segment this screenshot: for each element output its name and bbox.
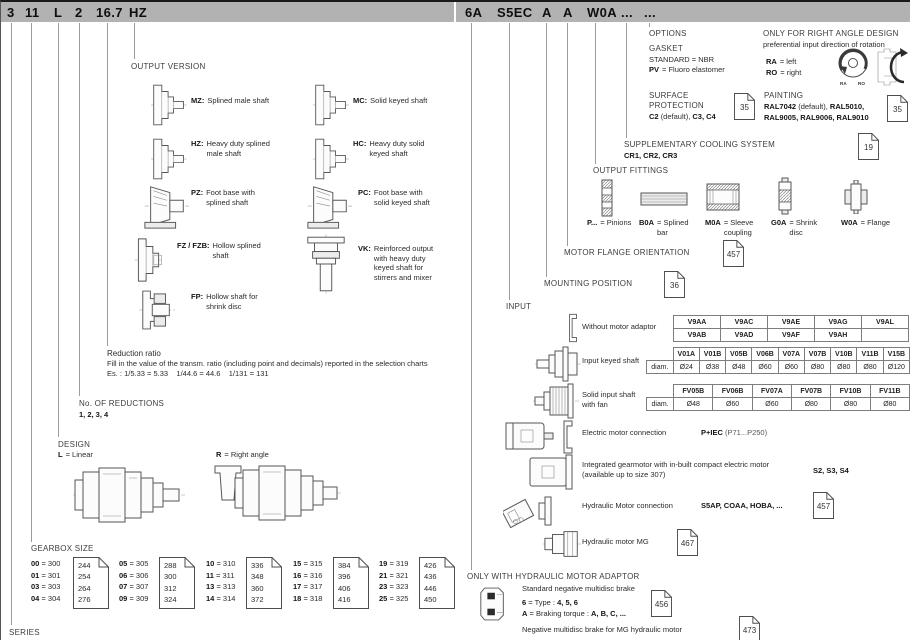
fitting-label: G0A = Shrink disc [771,218,818,237]
input-keyed-shaft-icon [535,345,581,383]
keyed-shaft-table: V01A V01B V05B V06B V07A V07B V10B V11B V15B diam. Ø24 Ø38 Ø48 Ø60 Ø60 Ø80 Ø80 Ø80 Ø120 [646,347,910,374]
reductions-title: No. OF REDUCTIONS [79,399,165,408]
reduction-ratio-title: Reduction ratio [107,349,161,358]
line-mounting [546,23,547,277]
output-version-item: FP: Hollow shaft for shrink disc [191,292,258,311]
gearbox-size-group: 19 = 319 21 = 321 23 = 323 25 = 325 [379,559,409,603]
input-title: INPUT [506,302,532,311]
fan-shaft-label-2: with fan [582,400,608,409]
fitting-label: B0A = Splined bar [639,218,689,237]
painting-line1: RAL7042 (default), RAL5010, [764,102,865,111]
page-ref-badge: 36 [664,271,685,298]
right-angle-gearbox-icon [209,462,341,524]
hydraulic-motor-value: S5AP, COAA, HOBA, ... [701,501,783,510]
right-angle-ra: RA = left [766,57,797,66]
fitting-label: M0A = Sleeve coupling [705,218,754,237]
output-version-item: PZ: Foot base with splined shaft [191,188,255,207]
line-cooling [626,23,627,138]
line-options [649,23,650,27]
mg-motor-label: Hydraulic motor MG [582,537,649,546]
hydraulic-motor-icon [503,491,559,529]
page-ref-badge: 35 [734,93,755,120]
brake-type-line: 6 = Type : 4, 5, 6 [522,598,578,607]
page-ref-badge: 456 [651,590,672,617]
code-output-version: HZ [129,5,148,20]
adaptor-flange-icon [567,312,579,344]
page-ref-badge: 426 436 446 450 [419,557,455,609]
integrated-value: S2, S3, S4 [813,466,849,475]
line-input [509,23,510,300]
cooling-values: CR1, CR2, CR3 [624,151,678,160]
gearbox-size-group: 10 = 310 11 = 311 13 = 313 14 = 314 [206,559,236,603]
multidisc-brake-icon [478,584,508,624]
output-version-item: HZ: Heavy duty splined male shaft [191,139,270,158]
mz-shaft-icon [151,80,187,130]
page-ref-badge: 384 396 406 416 [333,557,369,609]
painting-title: PAINTING [764,91,804,100]
output-version-item: FZ / FZB: Hollow splined shaft [177,241,261,260]
electric-motor-value: P+IEC (P71...P250) [701,428,768,437]
page-ref-badge: 467 [677,529,698,556]
code-output-fitting: W0A [587,5,618,20]
code-options: ... [644,5,657,20]
without-adaptor-label: Without motor adaptor [582,322,657,331]
design-linear-label: L = Linear [58,450,93,459]
gearbox-size-group: 15 = 315 16 = 316 17 = 317 18 = 318 [293,559,323,603]
page-ref-badge: 288 300 312 324 [159,557,195,609]
output-version-item: MC: Solid keyed shaft [353,96,428,105]
series-title: SERIES [9,628,40,637]
motor-flange-title: MOTOR FLANGE ORIENTATION [564,248,690,257]
integrated-gearmotor-icon [527,454,579,490]
code-size: 11 [25,5,40,20]
svg-text:RO: RO [858,81,865,86]
integrated-label-2: (available up to size 307) [582,470,666,479]
fitting-label: P... = Pinions [587,218,632,227]
line-output-version [134,23,135,59]
keyed-shaft-label: Input keyed shaft [582,356,640,365]
hyd-adaptor-title: ONLY WITH HYDRAULIC MOTOR ADAPTOR [467,572,640,581]
line-hyd-adaptor [471,23,472,570]
hz-shaft-icon [151,134,187,184]
code-mounting: A [542,5,552,20]
brake-title: Standard negative multidisc brake [522,584,635,593]
flange-icon [842,180,870,214]
motor-flange-bracket-icon [561,419,575,455]
output-version-item: PC: Foot base with solid keyed shaft [358,188,430,207]
page-ref-badge: 244 254 264 276 [73,557,109,609]
mc-shaft-icon [313,80,349,130]
fan-shaft-label-1: Solid input shaft [582,390,636,399]
sleeve-coupling-icon [705,182,741,212]
painting-line2: RAL9005, RAL9006, RAL9010 [764,113,869,122]
surface-protection-values: C2 (default), C3, C4 [649,112,716,121]
order-code-bar-left [1,2,454,22]
reduction-ratio-line1: Fill in the value of the transm. ratio (including point and decimals) reported in the selection charts [107,359,428,368]
mounting-title: MOUNTING POSITION [544,279,633,288]
linear-gearbox-icon [73,464,185,526]
fp-shrink-icon [139,286,175,334]
page-ref-badge: 457 [723,240,744,267]
gasket-title: GASKET [649,44,683,53]
design-right-angle-label: R = Right angle [216,450,269,459]
mg-motor-icon [543,528,583,560]
surface-protection-title-2: PROTECTION [649,101,704,110]
splined-bar-icon [639,190,689,208]
svg-text:RA: RA [840,81,847,86]
gearbox-size-group: 05 = 305 06 = 306 07 = 307 09 = 309 [119,559,149,603]
design-title: DESIGN [58,440,91,449]
electric-motor-icon [503,418,557,454]
gearbox-size-title: GEARBOX SIZE [31,544,94,553]
line-gearbox-size [31,23,32,542]
without-adaptor-table: V9AA V9AC V9AE V9AG V9AL V9AB V9AD V9AF V9AH [673,315,909,342]
shrink-disc-icon [774,176,796,216]
fz-hollow-icon [134,235,164,285]
pc-foot-icon [304,183,354,231]
right-angle-subtitle: preferential input direction of rotation [763,40,885,49]
output-fittings-title: OUTPUT FITTINGS [593,166,669,175]
page-ref-badge: 336 348 360 372 [246,557,282,609]
gearbox-size-group: 00 = 300 01 = 301 03 = 303 04 = 304 [31,559,61,603]
code-flange-orientation: A [563,5,573,20]
rotation-dial-icon [834,46,874,88]
line-output-fittings [595,23,596,164]
code-adaptor: 6A [465,5,483,20]
code-input: S5EC [497,5,533,20]
hc-shaft-icon [313,134,349,184]
code-series: 3 [7,5,15,20]
gasket-pv: PV = Fluoro elastomer [649,65,725,74]
code-ratio: 16.7 [96,5,123,20]
fan-shaft-table: FV05B FV06B FV07A FV07B FV10B FV11B diam. Ø48 Ø60 Ø60 Ø80 Ø80 Ø80 [646,384,910,411]
reductions-values: 1, 2, 3, 4 [79,410,109,419]
right-angle-title: ONLY FOR RIGHT ANGLE DESIGN [763,29,899,38]
output-version-title: OUTPUT VERSION [131,62,206,71]
output-version-item: MZ: Splined male shaft [191,96,270,105]
page-ref-badge: 35 [887,95,908,122]
page-ref-badge: 19 [858,133,879,160]
solid-shaft-fan-icon [533,382,581,420]
pinion-icon [599,178,615,218]
gasket-standard: STANDARD = NBR [649,55,715,64]
code-cooling: ... [621,5,634,20]
surface-protection-title-1: SURFACE [649,91,689,100]
right-angle-ro: RO = right [766,68,802,77]
code-reductions: 2 [75,5,83,20]
reduction-ratio-examples: Es. : 1/5.33 = 5.33 1/44.6 = 44.6 1/131 = 131 [107,369,269,378]
rotation-gear-icon [874,44,910,90]
output-version-item: HC: Heavy duty solid keyed shaft [353,139,425,158]
cooling-title: SUPPLEMENTARY COOLING SYSTEM [624,140,776,149]
line-flange-orientation [567,23,568,246]
line-series [11,23,12,625]
page-ref-badge: 473 [739,616,760,640]
vk-vertical-icon [304,232,348,296]
pz-foot-icon [141,183,191,231]
line-design [58,23,59,437]
output-version-item: VK: Reinforced output with heavy duty keyed shaft for stirrers and mixer [358,244,434,282]
fitting-label: W0A = Flange [841,218,891,227]
integrated-label-1: Integrated gearmotor with in-built compact electric motor [582,460,770,469]
electric-motor-label: Electric motor connection [582,428,667,437]
brake-torque-line: A = Braking torque : A, B, C, ... [522,609,627,618]
line-ratio [107,23,108,346]
options-title: OPTIONS [649,29,687,38]
code-design: L [54,5,63,20]
hydraulic-motor-label: Hydraulic Motor connection [582,501,673,510]
brake2-label: Negative multidisc brake for MG hydraulic motor [522,625,683,634]
line-reductions [79,23,80,396]
page-ref-badge: 457 [813,492,834,519]
